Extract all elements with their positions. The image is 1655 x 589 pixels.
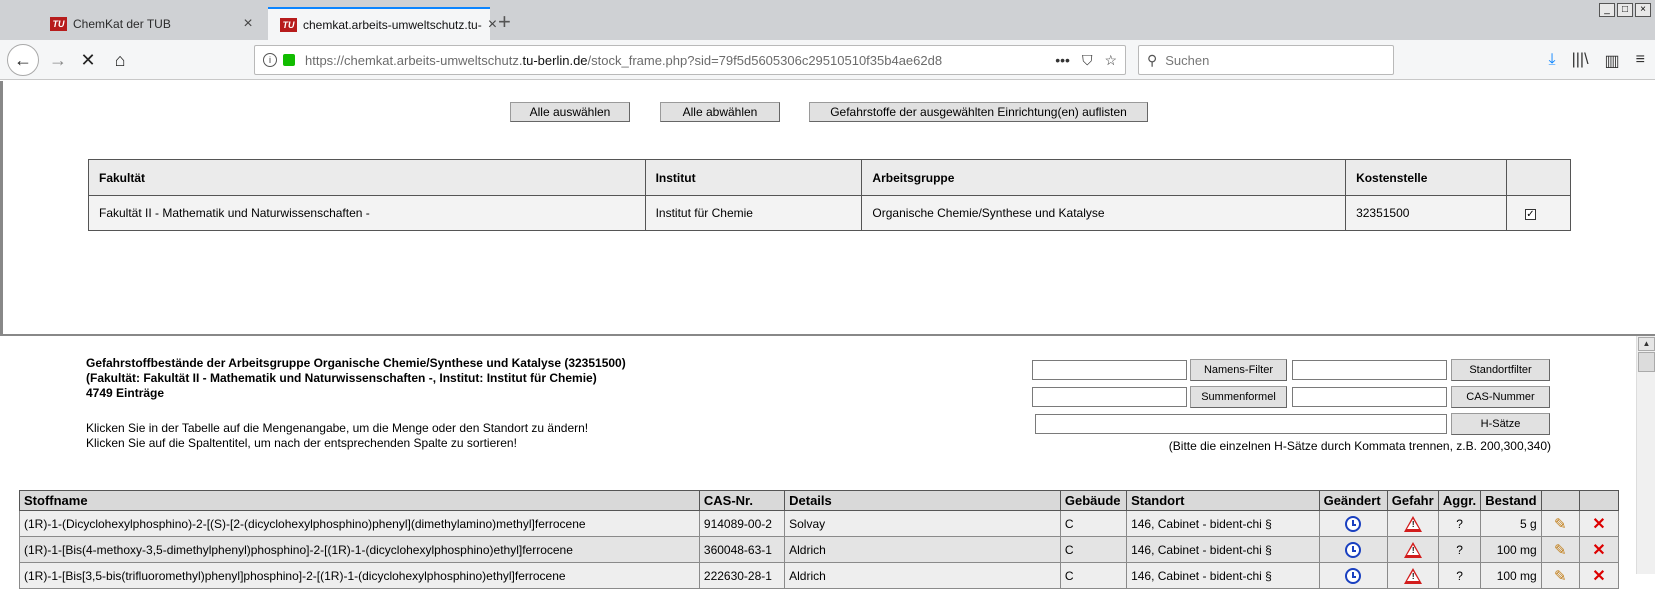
column-header-gefahr[interactable]: Gefahr <box>1387 491 1438 511</box>
column-header-stoffname[interactable]: Stoffname <box>20 491 700 511</box>
cell-delete <box>1579 563 1618 589</box>
cell-standort: 146, Cabinet - bident-chi § <box>1127 511 1320 537</box>
clock-icon[interactable] <box>1345 516 1361 532</box>
tab-title: ChemKat der TUB <box>73 16 171 31</box>
home-icon[interactable]: ⌂ <box>114 50 126 70</box>
column-header-edit <box>1541 491 1579 511</box>
cell-stoffname: (1R)-1-(Dicyclohexylphosphino)-2-[(S)-[2-(dicyclohexylphosphino)phenyl](dimethylamino)methyl]ferrocene <box>20 511 700 537</box>
cell-gebaeude: C <box>1060 511 1126 537</box>
column-header-geaendert[interactable]: Geändert <box>1319 491 1387 511</box>
institution-frame <box>0 81 1655 334</box>
tu-logo-icon: TU <box>50 17 67 31</box>
warning-icon[interactable]: ! <box>1404 516 1422 532</box>
scrollbar-thumb[interactable] <box>1638 352 1655 372</box>
name-filter-input[interactable] <box>1032 360 1187 380</box>
h-statements-button[interactable]: H-Sätze <box>1451 413 1550 435</box>
inventory-heading <box>86 356 626 401</box>
cell-bestand[interactable]: 100 mg <box>1481 537 1541 563</box>
search-icon: ⚲ <box>1147 51 1158 68</box>
column-header-fakultaet: Fakultät <box>89 160 646 196</box>
cell-geaendert <box>1319 537 1387 563</box>
clock-icon[interactable] <box>1345 542 1361 558</box>
column-header-select <box>1506 160 1570 196</box>
close-tab-icon[interactable]: × <box>487 15 498 33</box>
cell-aggr: ? <box>1438 537 1480 563</box>
cell-gebaeude: C <box>1060 563 1126 589</box>
column-header-gebaeude[interactable]: Gebäude <box>1060 491 1126 511</box>
column-header-standort[interactable]: Standort <box>1127 491 1320 511</box>
clock-icon[interactable] <box>1345 568 1361 584</box>
delete-x-icon[interactable]: ✕ <box>1592 515 1606 533</box>
deselect-all-button[interactable]: Alle abwählen <box>660 102 780 122</box>
cell-fakultaet: Fakultät II - Mathematik und Naturwissenschaften - <box>89 196 646 231</box>
tab-stock-frame[interactable] <box>268 7 498 40</box>
library-icon[interactable]: |||\ <box>1571 51 1589 68</box>
name-filter-button[interactable]: Namens-Filter <box>1190 359 1287 381</box>
table-row <box>89 196 1571 231</box>
list-hazardous-substances-button[interactable]: Gefahrstoffe der ausgewählten Einrichtung(en) auflisten <box>809 102 1148 122</box>
entry-count: 4749 Einträge <box>86 386 165 400</box>
inventory-frame <box>0 336 1636 585</box>
column-header-aggr[interactable]: Aggr. <box>1438 491 1480 511</box>
table-header-row <box>89 160 1571 196</box>
close-window-icon[interactable]: × <box>1635 3 1651 17</box>
column-header-cas[interactable]: CAS-Nr. <box>699 491 784 511</box>
tu-logo-icon: TU <box>280 18 297 32</box>
bookmark-star-icon[interactable]: ☆ <box>1104 51 1117 68</box>
cell-delete <box>1579 511 1618 537</box>
sum-formula-button[interactable]: Summenformel <box>1190 386 1287 408</box>
table-row <box>20 511 1619 537</box>
url-path: /stock_frame.php?sid=79f5d5605306c29510510f35b4ae62d8 <box>587 52 943 68</box>
column-header-bestand[interactable]: Bestand <box>1481 491 1541 511</box>
location-filter-button[interactable]: Standortfilter <box>1451 359 1550 381</box>
forward-arrow-icon[interactable]: → <box>49 50 67 70</box>
cell-aggr: ? <box>1438 563 1480 589</box>
toolbar-icons <box>1549 51 1645 71</box>
close-tab-icon[interactable]: × <box>243 14 253 32</box>
search-placeholder: Suchen <box>1165 52 1210 68</box>
site-info-icon[interactable]: i <box>263 53 277 67</box>
lock-icon <box>283 54 295 66</box>
table-row <box>20 537 1619 563</box>
cell-gefahr <box>1387 537 1438 563</box>
stop-icon[interactable]: ✕ <box>80 50 96 70</box>
h-statements-note: (Bitte die einzelnen H-Sätze durch Kommata trennen, z.B. 200,300,340) <box>1168 439 1551 453</box>
cell-details: Aldrich <box>785 563 1061 589</box>
restore-window-icon[interactable]: □ <box>1617 3 1633 17</box>
url-text[interactable] <box>305 53 1055 68</box>
cell-gebaeude: C <box>1060 537 1126 563</box>
cell-edit <box>1541 511 1579 537</box>
scroll-up-arrow-icon[interactable]: ▲ <box>1638 337 1655 351</box>
vertical-scrollbar[interactable] <box>1636 336 1655 574</box>
select-all-button[interactable]: Alle auswählen <box>510 102 630 122</box>
cell-stoffname: (1R)-1-[Bis[3,5-bis(trifluoromethyl)phenyl]phosphino]-2-[(1R)-1-(dicyclohexylphosphino)ethyl]ferrocene <box>20 563 700 589</box>
delete-x-icon[interactable]: ✕ <box>1592 567 1606 585</box>
cell-arbeitsgruppe: Organische Chemie/Synthese und Katalyse <box>862 196 1346 231</box>
heading-line-1: Gefahrstoffbestände der Arbeitsgruppe Organische Chemie/Synthese und Katalyse (32351500) <box>86 356 626 370</box>
cell-details: Solvay <box>785 511 1061 537</box>
url-bar[interactable] <box>254 45 1126 75</box>
new-tab-plus-icon[interactable]: + <box>498 9 511 34</box>
cell-edit <box>1541 563 1579 589</box>
url-actions <box>1055 52 1117 69</box>
pencil-edit-icon[interactable]: ✎ <box>1553 567 1567 585</box>
column-header-arbeitsgruppe: Arbeitsgruppe <box>862 160 1346 196</box>
browser-tab-bar <box>0 0 1655 40</box>
cell-aggr: ? <box>1438 511 1480 537</box>
h-statements-input[interactable] <box>1035 414 1447 434</box>
search-bar[interactable] <box>1138 45 1394 75</box>
cell-geaendert <box>1319 511 1387 537</box>
delete-x-icon[interactable]: ✕ <box>1592 541 1606 559</box>
cell-bestand[interactable]: 5 g <box>1481 511 1541 537</box>
cas-number-button[interactable]: CAS-Nummer <box>1451 386 1550 408</box>
cell-cas: 360048-63-1 <box>699 537 784 563</box>
url-domain: tu-berlin.de <box>522 52 588 68</box>
tab-chemkat-home[interactable] <box>38 7 265 40</box>
hamburger-menu-icon[interactable]: ≡ <box>1635 51 1645 68</box>
url-prefix: https://chemkat.arbeits-umweltschutz. <box>305 52 523 68</box>
pencil-edit-icon[interactable]: ✎ <box>1553 515 1567 533</box>
cell-edit <box>1541 537 1579 563</box>
select-checkbox[interactable]: ✓ <box>1526 209 1535 220</box>
tab-title: chemkat.arbeits-umweltschutz.tu- <box>303 17 482 32</box>
page-actions-icon[interactable]: ••• <box>1055 52 1070 68</box>
back-arrow-icon[interactable]: ← <box>7 44 39 76</box>
cell-select <box>1506 196 1570 231</box>
cell-cas: 914089-00-2 <box>699 511 784 537</box>
cell-gefahr <box>1387 511 1438 537</box>
location-filter-input[interactable] <box>1292 360 1447 380</box>
table-header-row <box>20 491 1619 511</box>
table-row <box>20 563 1619 589</box>
column-header-delete <box>1579 491 1618 511</box>
column-header-institut: Institut <box>645 160 862 196</box>
cell-gefahr <box>1387 563 1438 589</box>
usage-hint: Klicken Sie in der Tabelle auf die Mengenangabe, um die Menge oder den Standort zu ändern! Klicken Sie auf die Spaltentitel, um nach der entsprechenden Spalte zu sortieren! <box>86 421 589 450</box>
cell-cas: 222630-28-1 <box>699 563 784 589</box>
column-header-details[interactable]: Details <box>785 491 1061 511</box>
cell-geaendert <box>1319 563 1387 589</box>
heading-line-2: (Fakultät: Fakultät II - Mathematik und Naturwissenschaften -, Institut: Institut für Chemie) <box>86 371 597 385</box>
sidebar-icon[interactable]: ▥ <box>1604 53 1620 70</box>
institution-table <box>88 159 1571 231</box>
download-icon[interactable]: ⤓ <box>1548 51 1556 68</box>
cell-stoffname: (1R)-1-[Bis(4-methoxy-3,5-dimethylphenyl)phosphino]-2-[(1R)-1-(dicyclohexylphosphino)ethyl]ferrocene <box>20 537 700 563</box>
warning-icon[interactable]: ! <box>1404 542 1422 558</box>
cell-standort: 146, Cabinet - bident-chi § <box>1127 537 1320 563</box>
cell-bestand[interactable]: 100 mg <box>1481 563 1541 589</box>
stock-table <box>19 490 1619 589</box>
cas-number-input[interactable] <box>1292 387 1447 407</box>
window-controls <box>1599 3 1651 17</box>
minimize-window-icon[interactable]: _ <box>1599 3 1615 17</box>
pocket-icon[interactable]: ⛉ <box>1081 51 1093 68</box>
cell-standort: 146, Cabinet - bident-chi § <box>1127 563 1320 589</box>
cell-kostenstelle: 32351500 <box>1346 196 1507 231</box>
column-header-kostenstelle: Kostenstelle <box>1346 160 1507 196</box>
warning-icon[interactable]: ! <box>1404 568 1422 584</box>
cell-details: Aldrich <box>785 537 1061 563</box>
cell-delete <box>1579 537 1618 563</box>
cell-institut: Institut für Chemie <box>645 196 862 231</box>
sum-formula-input[interactable] <box>1032 387 1187 407</box>
pencil-edit-icon[interactable]: ✎ <box>1553 541 1567 559</box>
browser-nav-bar <box>0 40 1655 80</box>
